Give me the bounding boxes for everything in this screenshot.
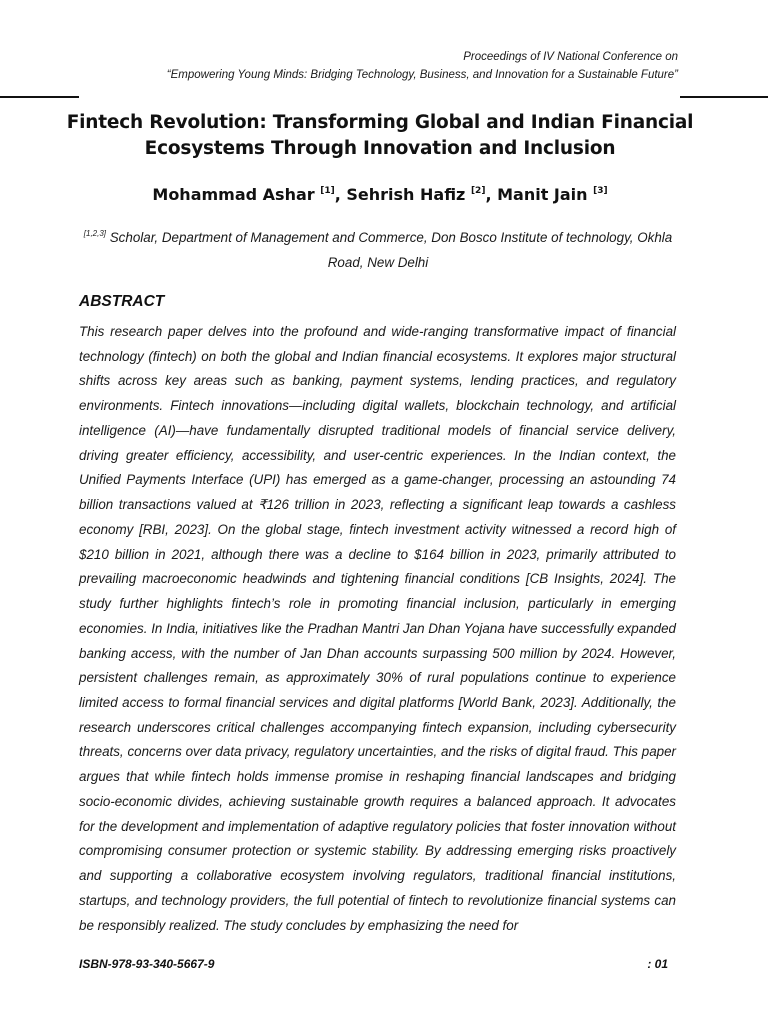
affiliation-text: Scholar, Department of Management and Commerce, Don Bosco Institute of technology, Okhla Road, New Delhi: [106, 230, 673, 270]
author-ref: [1]: [320, 186, 335, 196]
abstract-body: This research paper delves into the profound and wide-ranging transformative impact of financial technology (fintech) on both the global and Indian financial ecosystems. It explores major structural shifts across key areas such as banking, payment systems, lending practices, and regulatory environments. Fintech innovations—including digital wallets, blockchain technology, and artificial intelligence (AI)—have fundamentally disrupted traditional models of financial service delivery, driving greater efficiency, accessibility, and user-centric experiences. In the Indian context, the Unified Payments Interface (UPI) has emerged as a game-changer, processing an astounding 74 billion transactions valued at ₹126 trillion in 2023, reflecting a significant leap towards a cashless economy [RBI, 2023]. On the global stage, fintech investment activity witnessed a record high of $210 billion in 2021, although there was a decline to $164 billion in 2023, primarily attributed to prevailing macroeconomic headwinds and tightening financial conditions [CB Insights, 2024]. The study further highlights fintech’s role in promoting financial inclusion, particularly in emerging economies. In India, initiatives like the Pradhan Mantri Jan Dhan Yojana have successfully expanded banking access, with the number of Jan Dhan accounts surpassing 500 million by 2024. However, persistent challenges remain, as approximately 30% of rural populations continue to experience limited access to formal financial services and digital platforms [World Bank, 2023]. Additionally, the research underscores critical challenges accompanying fintech expansion, including cybersecurity threats, concerns over data privacy, regulatory uncertainties, and the risks of digital fraud. This paper argues that while fintech holds immense promise in reshaping financial landscapes and bridging socio-economic divides, achieving sustainable growth requires a balanced approach. It advocates for the development and implementation of adaptive regulatory policies that foster innovation without compromising consumer protection or systemic stability. By addressing emerging risks proactively and supporting a collaborative ecosystem involving regulators, traditional financial institutions, startups, and technology providers, the full potential of fintech to revolutionize financial systems can be responsibly realized. The study concludes by emphasizing the need for: [79, 324, 676, 933]
affiliation: [79, 221, 677, 275]
header-rule-left: [0, 96, 79, 98]
author-ref: [2]: [470, 186, 486, 196]
abstract-heading: ABSTRACT: [79, 293, 165, 310]
conference-theme: “Empowering Young Minds: Bridging Technology, Business, and Innovation for a Sustainable Future”: [166, 68, 678, 81]
header-rule-right: [680, 96, 768, 98]
author-name: Manit Jain: [497, 185, 588, 204]
affiliation-ref: [1,2,3]: [83, 229, 107, 238]
paper-title: [60, 110, 700, 162]
author-list: [60, 179, 700, 207]
author-ref: [3]: [593, 186, 608, 196]
isbn: ISBN-978-93-340-5667-9: [79, 957, 215, 971]
author-name: Mohammad Ashar: [152, 185, 315, 204]
title-line-1: Fintech Revolution: Transforming Global and Indian Financial: [66, 112, 694, 133]
page-number: : 01: [647, 957, 668, 971]
running-header: [167, 49, 678, 84]
author-separator: ,: [334, 185, 347, 204]
author-name: Sehrish Hafiz: [346, 185, 466, 204]
conference-name: Proceedings of IV National Conference on: [463, 51, 678, 63]
author-separator: ,: [485, 185, 498, 204]
title-line-2: Ecosystems Through Innovation and Inclusion: [144, 138, 616, 159]
